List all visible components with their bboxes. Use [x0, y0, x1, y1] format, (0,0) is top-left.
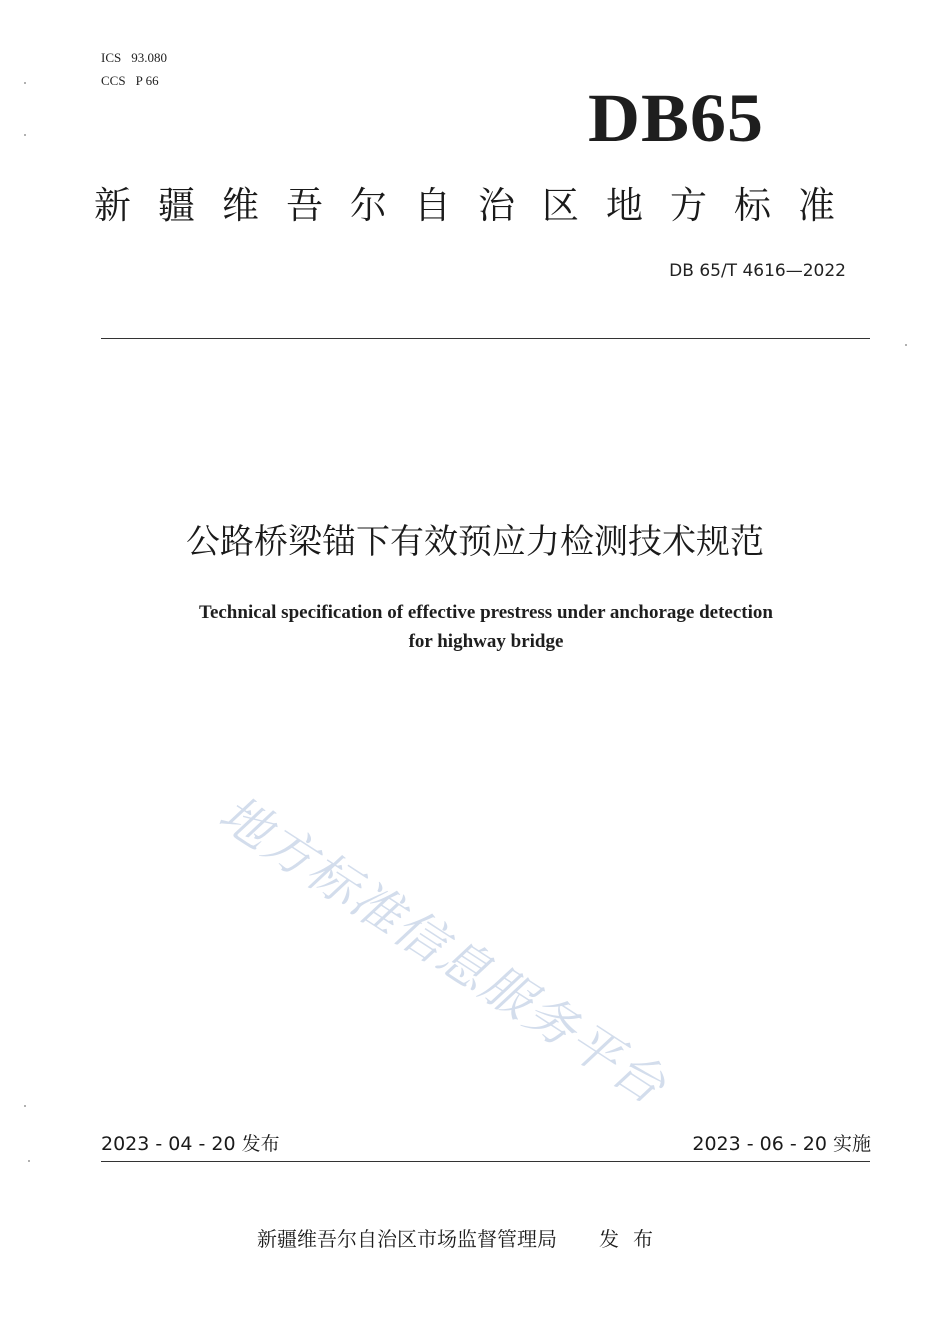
chinese-title: 公路桥梁锚下有效预应力检测技术规范 — [186, 522, 764, 562]
publisher-action: 发布 — [599, 1227, 667, 1251]
scan-speck — [24, 1105, 26, 1107]
publisher-line — [257, 1225, 667, 1253]
classification-block — [101, 46, 167, 92]
scan-speck — [28, 1160, 30, 1162]
english-title-line-2: for highway bridge — [408, 631, 564, 652]
publisher-name: 新疆维吾尔自治区市场监督管理局 — [257, 1227, 557, 1251]
top-divider — [101, 338, 870, 339]
db65-logo: DB65 — [588, 80, 765, 157]
ics-row — [101, 46, 167, 69]
standard-number: DB 65/T 4616—2022 — [669, 261, 846, 281]
bottom-divider — [101, 1161, 870, 1162]
english-title — [0, 598, 950, 656]
ccs-code: P 66 — [135, 73, 159, 88]
ccs-label: CCS — [101, 73, 126, 88]
ccs-row — [101, 69, 167, 92]
watermark: 地方标准信息服务平台 — [208, 784, 677, 1117]
implementation-date: 2023 - 06 - 20 实施 — [692, 1133, 871, 1155]
authority-title: 新疆维吾尔自治区地方标准 — [94, 184, 862, 227]
issue-date: 2023 - 04 - 20 发布 — [101, 1133, 280, 1155]
english-title-line-1: Technical specification of effective prestress under anchorage detection — [199, 602, 773, 623]
ics-code: 93.080 — [131, 50, 167, 65]
scan-speck — [24, 134, 26, 136]
scan-speck — [24, 82, 26, 84]
scan-speck — [905, 344, 907, 346]
ics-label: ICS — [101, 50, 122, 65]
